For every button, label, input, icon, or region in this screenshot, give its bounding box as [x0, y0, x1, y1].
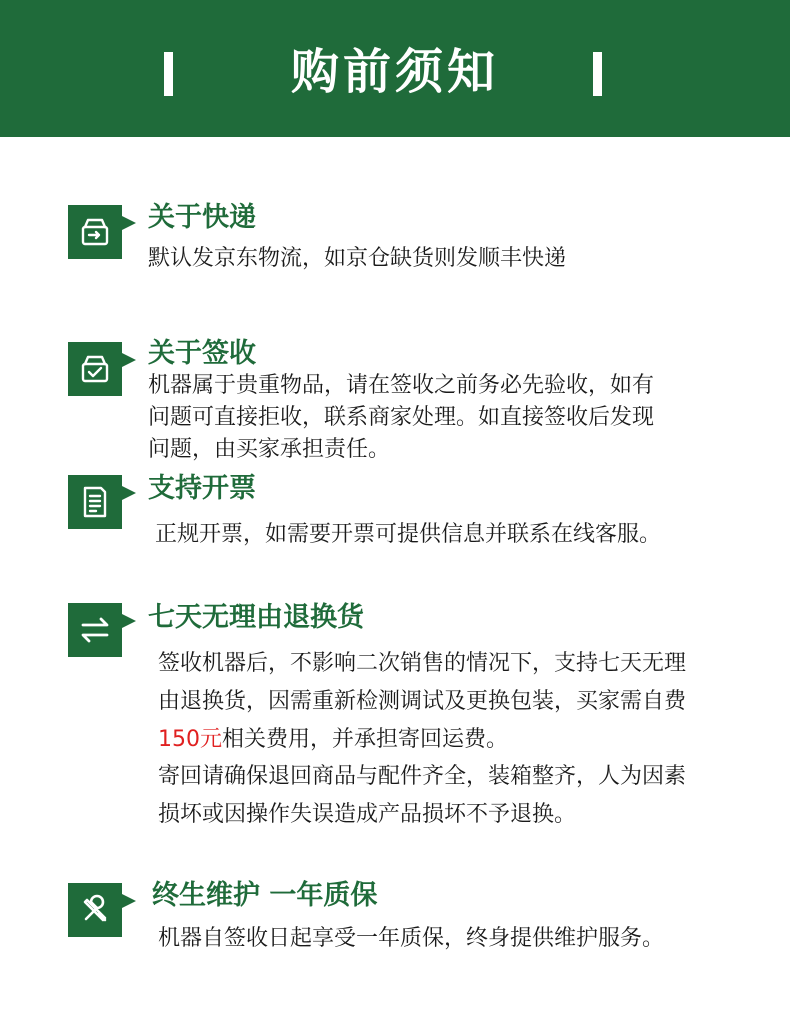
section-title: 支持开票 [148, 473, 256, 504]
section-line: 正规开票，如需要开票可提供信息并联系在线客服。 [155, 522, 662, 547]
section-line: 机器属于贵重物品，请在签收之前务必先验收，如有 [148, 373, 655, 398]
package-check-icon [68, 342, 122, 396]
section-line: 默认发京东物流，如京仓缺货则发顺丰快递 [148, 246, 567, 271]
return-fee-text: 相关费用，并承担寄回运费。 [222, 727, 509, 752]
section-title: 终生维护 一年质保 [152, 880, 378, 911]
section-body [155, 519, 661, 551]
section-line: 签收机器后，不影响二次销售的情况下，支持七天无理 [158, 651, 687, 676]
section-body [158, 923, 664, 955]
header-banner [0, 0, 790, 137]
delivery-box-icon [68, 205, 122, 259]
return-fee-amount: 150元 [158, 727, 222, 752]
page-title: 购前须知 [290, 44, 499, 100]
exchange-arrows-icon [68, 603, 122, 657]
section-body [158, 645, 686, 759]
section-line: 问题，由买家承担责任。 [148, 437, 391, 462]
section-body [148, 243, 566, 275]
section-line: 机器自签收日起享受一年质保，终身提供维护服务。 [158, 926, 665, 951]
section-title: 七天无理由退换货 [148, 602, 364, 633]
section-line: 损坏或因操作失误造成产品损坏不予退换。 [158, 802, 577, 827]
section-body [148, 370, 654, 466]
section-line: 由退换货，因需重新检测调试及更换包装，买家需自费 [158, 689, 687, 714]
section-line [158, 721, 686, 759]
section-title: 关于快递 [148, 202, 256, 233]
section-line: 问题可直接拒收，联系商家处理。如直接签收后发现 [148, 405, 655, 430]
header-divider-right [593, 52, 602, 96]
section-body-extra [158, 758, 686, 834]
section-title: 关于签收 [148, 338, 256, 369]
repair-tools-icon [68, 883, 122, 937]
section-line: 寄回请确保退回商品与配件齐全，装箱整齐，人为因素 [158, 764, 687, 789]
invoice-document-icon [68, 475, 122, 529]
